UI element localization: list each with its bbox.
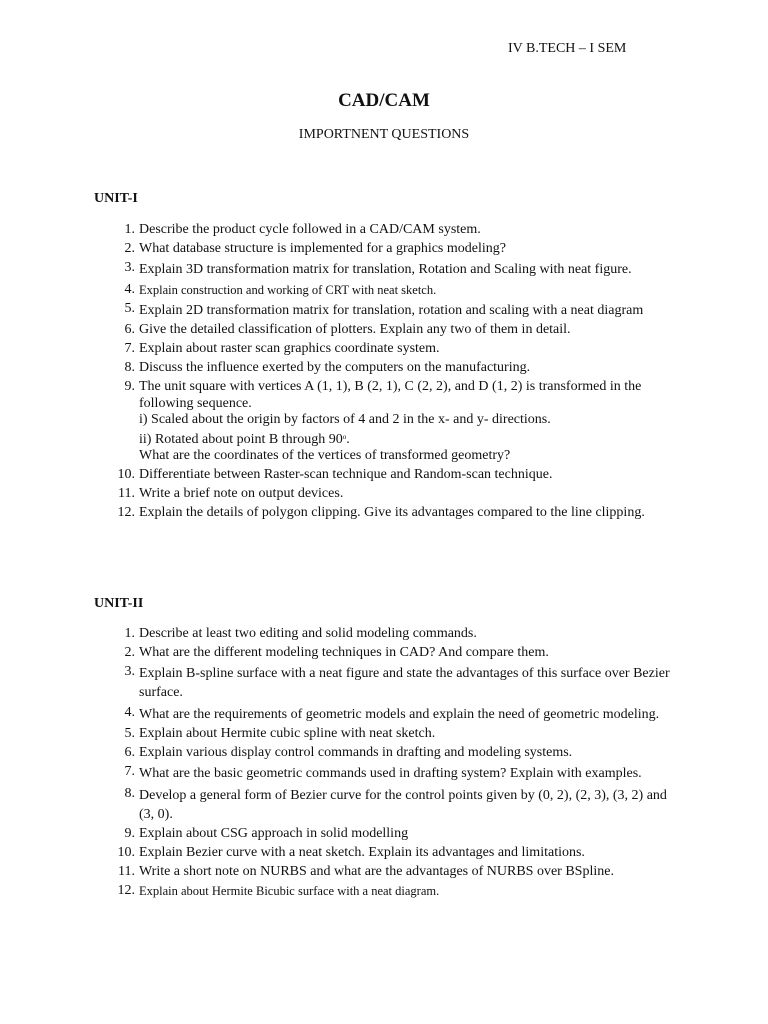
question-text: Write a short note on NURBS and what are the advantages of NURBS over BSpline.	[139, 864, 614, 879]
question-number: 1.	[124, 222, 135, 237]
course-label: IV B.TECH – I SEM	[508, 41, 627, 56]
question-item	[124, 300, 679, 320]
question-text: Explain about Hermite cubic spline with neat sketch.	[139, 726, 436, 741]
question-text: What are the requirements of geometric models and explain the need of geometric modeling.	[139, 706, 660, 722]
question-number: 5.	[124, 726, 135, 741]
degree-symbol: o	[342, 432, 347, 441]
question-item	[124, 826, 679, 843]
question-item	[124, 222, 679, 239]
question-item	[124, 341, 679, 358]
question-subpart-end: .	[346, 431, 350, 447]
question-text: Explain Bezier curve with a neat sketch. Explain its advantages and limitations.	[139, 845, 585, 860]
question-item	[118, 486, 679, 503]
question-item	[118, 864, 679, 881]
question-number: 10.	[117, 845, 135, 860]
question-number: 8.	[124, 785, 135, 801]
question-text: Explain 2D transformation matrix for translation, rotation and scaling with a neat diagram	[139, 302, 644, 318]
question-text: Explain about Hermite Bicubic surface with a neat diagram.	[139, 884, 440, 898]
question-item	[124, 704, 679, 724]
question-text: Explain various display control commands in drafting and modeling systems.	[139, 745, 573, 760]
question-number: 8.	[124, 360, 135, 375]
question-number: 6.	[124, 745, 135, 760]
question-text: Give the detailed classification of plotters. Explain any two of them in detail.	[139, 322, 571, 337]
question-number: 11.	[118, 486, 135, 501]
question-item	[124, 785, 679, 824]
unit-1-question-list	[117, 222, 679, 524]
question-item	[124, 645, 679, 662]
page-title: CAD/CAM	[338, 90, 430, 111]
question-text: Describe the product cycle followed in a CAD/CAM system.	[139, 222, 481, 237]
question-subpart: i) Scaled about the origin by factors of 4 and 2 in the x- and y- directions.	[139, 412, 551, 427]
question-item	[124, 745, 679, 762]
question-text: Explain about raster scan graphics coordinate system.	[139, 341, 440, 356]
question-item	[124, 241, 679, 258]
question-subpart: What are the coordinates of the vertices of transformed geometry?	[139, 448, 511, 463]
question-subpart-text: ii) Rotated about point B through 90	[139, 431, 343, 447]
question-text: Develop a general form of Bezier curve for the control points given by (0, 2), (2, 3), (3, 2) and (3, 0).	[139, 787, 667, 822]
question-number: 12.	[117, 883, 135, 898]
question-item	[117, 883, 679, 900]
question-number: 11.	[118, 864, 135, 879]
question-number: 9.	[124, 826, 135, 841]
question-text: Explain the details of polygon clipping. Give its advantages compared to the line clipping.	[139, 505, 645, 520]
question-number: 4.	[124, 704, 135, 720]
question-text	[139, 379, 679, 465]
question-text: Discuss the influence exerted by the computers on the manufacturing.	[139, 360, 531, 375]
question-number: 1.	[124, 626, 135, 641]
unit-2-heading: UNIT-II	[94, 596, 144, 611]
question-number: 7.	[124, 764, 135, 779]
question-text: What are the basic geometric commands used in drafting system? Explain with examples.	[139, 766, 642, 781]
question-number: 12.	[117, 505, 135, 520]
question-number: 4.	[124, 281, 135, 297]
question-item	[124, 626, 679, 643]
question-item	[124, 281, 679, 299]
question-main-text: The unit square with vertices A (1, 1), B (2, 1), C (2, 2), and D (1, 2) is transformed in the following sequence.	[139, 379, 642, 411]
question-item	[117, 505, 679, 522]
question-number: 6.	[124, 322, 135, 337]
unit-1-heading: UNIT-I	[94, 191, 138, 206]
question-item	[124, 360, 679, 377]
question-text: Describe at least two editing and solid modeling commands.	[139, 626, 477, 641]
question-item	[124, 764, 679, 783]
question-number: 7.	[124, 341, 135, 356]
question-text: Explain construction and working of CRT with neat sketch.	[139, 282, 437, 297]
question-item	[124, 260, 679, 279]
question-item	[117, 467, 679, 484]
question-number: 5.	[124, 300, 135, 316]
question-text: Explain 3D transformation matrix for translation, Rotation and Scaling with neat figure.	[139, 262, 632, 277]
question-text: What are the different modeling techniques in CAD? And compare them.	[139, 645, 549, 660]
unit-2-question-list	[117, 626, 679, 902]
question-number: 3.	[124, 260, 135, 275]
question-item	[117, 845, 679, 862]
question-number: 3.	[124, 664, 135, 679]
question-item	[124, 379, 679, 465]
question-text: What database structure is implemented for a graphics modeling?	[139, 241, 506, 256]
question-item	[124, 726, 679, 743]
question-number: 9.	[124, 379, 135, 394]
question-text: Differentiate between Raster-scan technique and Random-scan technique.	[139, 467, 553, 482]
question-subpart	[139, 429, 679, 449]
question-item	[124, 664, 679, 702]
question-text: Write a brief note on output devices.	[139, 486, 344, 501]
question-number: 2.	[124, 241, 135, 256]
question-item	[124, 322, 679, 339]
question-text: Explain about CSG approach in solid modelling	[139, 826, 409, 841]
question-number: 10.	[117, 467, 135, 482]
question-number: 2.	[124, 645, 135, 660]
page-subtitle: IMPORTNENT QUESTIONS	[298, 127, 470, 142]
question-text: Explain B-spline surface with a neat figure and state the advantages of this surface over Bezier surface.	[139, 666, 670, 700]
